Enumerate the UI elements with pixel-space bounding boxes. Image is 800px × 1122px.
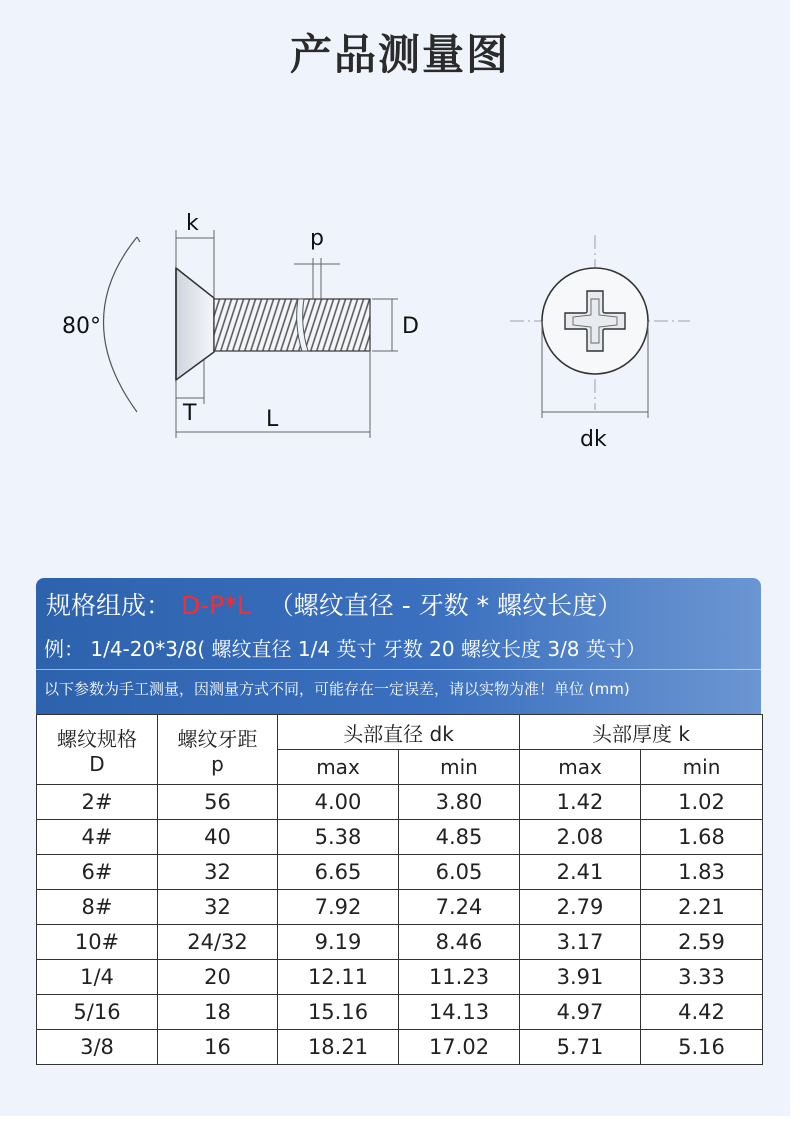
header-spec-label: 螺纹规格	[57, 727, 137, 751]
header-dk-max: max	[278, 750, 399, 785]
table-row	[37, 995, 763, 1030]
header-pitch	[158, 715, 278, 785]
cell-dk-min: 4.85	[399, 820, 520, 855]
spec-label: 规格组成：	[46, 591, 172, 620]
table-row	[37, 820, 763, 855]
cell-p: 18	[158, 995, 278, 1030]
label-L: L	[266, 407, 279, 432]
cell-dk-min: 8.46	[399, 925, 520, 960]
cell-k-min: 2.59	[641, 925, 763, 960]
cell-k-min: 2.21	[641, 890, 763, 925]
label-dk: dk	[580, 427, 607, 452]
header-k-min: min	[641, 750, 763, 785]
cell-p: 32	[158, 890, 278, 925]
header-dk-min: min	[399, 750, 520, 785]
cell-dk-min: 14.13	[399, 995, 520, 1030]
cell-k-min: 1.83	[641, 855, 763, 890]
table-row	[37, 785, 763, 820]
cell-dk-max: 18.21	[278, 1030, 399, 1065]
cell-d: 10#	[37, 925, 158, 960]
cell-dk-max: 4.00	[278, 785, 399, 820]
spec-composition	[46, 586, 622, 622]
cell-p: 24/32	[158, 925, 278, 960]
cell-d: 6#	[37, 855, 158, 890]
cell-d: 1/4	[37, 960, 158, 995]
cell-dk-min: 3.80	[399, 785, 520, 820]
cell-p: 16	[158, 1030, 278, 1065]
cell-p: 32	[158, 855, 278, 890]
cell-dk-min: 7.24	[399, 890, 520, 925]
spec-info-banner	[36, 578, 761, 714]
cell-d: 3/8	[37, 1030, 158, 1065]
cell-k-max: 4.97	[520, 995, 641, 1030]
measurement-note: 以下参数为手工测量，因测量方式不同，可能存在一定误差，请以实物为准！单位 (mm)	[44, 680, 630, 698]
cell-k-min: 5.16	[641, 1030, 763, 1065]
spec-desc: （螺纹直径 - 牙数 * 螺纹长度）	[268, 591, 623, 620]
cell-dk-max: 7.92	[278, 890, 399, 925]
label-T: T	[183, 401, 197, 426]
table-row	[37, 925, 763, 960]
spec-table	[36, 714, 763, 1065]
cell-k-max: 2.79	[520, 890, 641, 925]
label-k: k	[186, 211, 199, 236]
table-row	[37, 890, 763, 925]
cell-p: 40	[158, 820, 278, 855]
table-row	[37, 855, 763, 890]
page-title: 产品测量图	[289, 30, 510, 79]
spec-example: 例： 1/4-20*3/8( 螺纹直径 1/4 英寸 牙数 20 螺纹长度 3/8 英寸）	[44, 637, 646, 661]
header-spec-sub: D	[89, 752, 105, 776]
cell-k-min: 3.33	[641, 960, 763, 995]
screw-shank	[214, 299, 370, 351]
cell-k-max: 3.91	[520, 960, 641, 995]
cell-d: 5/16	[37, 995, 158, 1030]
cell-d: 2#	[37, 785, 158, 820]
header-head-diameter: 头部直径 dk	[278, 715, 520, 750]
header-k-max: max	[520, 750, 641, 785]
label-p: p	[310, 226, 324, 251]
label-angle: 80°	[62, 314, 101, 339]
cell-k-max: 5.71	[520, 1030, 641, 1065]
header-spec	[37, 715, 158, 785]
cell-k-max: 2.41	[520, 855, 641, 890]
cell-k-min: 4.42	[641, 995, 763, 1030]
cell-k-max: 3.17	[520, 925, 641, 960]
table-row	[37, 1030, 763, 1065]
cell-k-max: 2.08	[520, 820, 641, 855]
cell-k-min: 1.68	[641, 820, 763, 855]
header-pitch-sub: p	[211, 752, 224, 776]
cell-d: 8#	[37, 890, 158, 925]
cell-dk-min: 6.05	[399, 855, 520, 890]
screw-head	[176, 268, 214, 380]
cell-k-min: 1.02	[641, 785, 763, 820]
cell-dk-max: 5.38	[278, 820, 399, 855]
header-pitch-label: 螺纹牙距	[177, 727, 258, 751]
cell-dk-min: 11.23	[399, 960, 520, 995]
info-divider	[36, 669, 761, 670]
cell-dk-max: 12.11	[278, 960, 399, 995]
cell-dk-max: 9.19	[278, 925, 399, 960]
cell-dk-min: 17.02	[399, 1030, 520, 1065]
table-row	[37, 960, 763, 995]
screw-drawing	[0, 190, 800, 480]
cell-dk-max: 6.65	[278, 855, 399, 890]
cell-dk-max: 15.16	[278, 995, 399, 1030]
cell-d: 4#	[37, 820, 158, 855]
label-D: D	[402, 314, 419, 339]
cell-p: 20	[158, 960, 278, 995]
angle-arc	[104, 237, 138, 412]
cell-p: 56	[158, 785, 278, 820]
cell-k-max: 1.42	[520, 785, 641, 820]
header-head-thickness: 头部厚度 k	[520, 715, 763, 750]
spec-code: D-P*L	[181, 591, 251, 620]
